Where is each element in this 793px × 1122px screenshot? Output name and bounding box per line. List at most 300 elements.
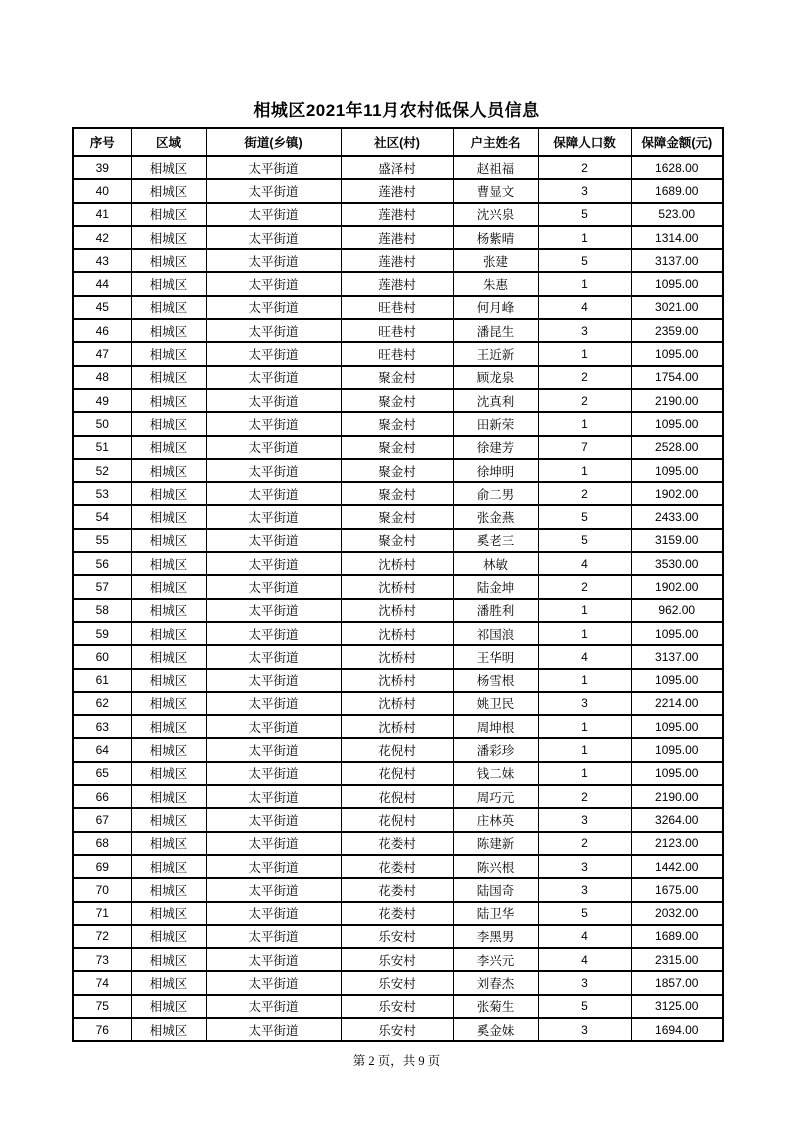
table-row bbox=[73, 832, 723, 855]
cell-seq: 58 bbox=[73, 599, 131, 622]
table-row bbox=[73, 762, 723, 785]
cell-population: 2 bbox=[538, 389, 631, 412]
cell-amount: 2032.00 bbox=[631, 902, 723, 925]
table-row bbox=[73, 296, 723, 319]
cell-street: 太平街道 bbox=[206, 319, 341, 342]
cell-amount: 1095.00 bbox=[631, 412, 723, 435]
cell-street: 太平街道 bbox=[206, 459, 341, 482]
cell-seq: 62 bbox=[73, 692, 131, 715]
cell-street: 太平街道 bbox=[206, 249, 341, 272]
cell-street: 太平街道 bbox=[206, 436, 341, 459]
cell-population: 3 bbox=[538, 878, 631, 901]
cell-street: 太平街道 bbox=[206, 762, 341, 785]
cell-village: 乐安村 bbox=[341, 995, 453, 1018]
cell-village: 乐安村 bbox=[341, 948, 453, 971]
table-row bbox=[73, 808, 723, 831]
cell-village: 聚金村 bbox=[341, 436, 453, 459]
cell-street: 太平街道 bbox=[206, 226, 341, 249]
cell-amount: 1902.00 bbox=[631, 575, 723, 598]
cell-street: 太平街道 bbox=[206, 971, 341, 994]
cell-population: 5 bbox=[538, 203, 631, 226]
cell-district: 相城区 bbox=[131, 902, 206, 925]
cell-seq: 68 bbox=[73, 832, 131, 855]
cell-village: 花娄村 bbox=[341, 855, 453, 878]
cell-district: 相城区 bbox=[131, 645, 206, 668]
table-row bbox=[73, 389, 723, 412]
cell-amount: 3125.00 bbox=[631, 995, 723, 1018]
cell-population: 2 bbox=[538, 832, 631, 855]
cell-village: 聚金村 bbox=[341, 459, 453, 482]
cell-street: 太平街道 bbox=[206, 808, 341, 831]
table-row bbox=[73, 948, 723, 971]
table-row bbox=[73, 622, 723, 645]
cell-population: 5 bbox=[538, 995, 631, 1018]
cell-household-name: 陆国奇 bbox=[453, 878, 538, 901]
cell-village: 乐安村 bbox=[341, 1018, 453, 1041]
cell-amount: 3021.00 bbox=[631, 296, 723, 319]
cell-village: 盛泽村 bbox=[341, 156, 453, 179]
table-row bbox=[73, 738, 723, 761]
table-row bbox=[73, 878, 723, 901]
cell-village: 沈桥村 bbox=[341, 622, 453, 645]
cell-district: 相城区 bbox=[131, 971, 206, 994]
cell-street: 太平街道 bbox=[206, 366, 341, 389]
table-row bbox=[73, 459, 723, 482]
cell-population: 4 bbox=[538, 552, 631, 575]
column-header-village: 社区(村) bbox=[341, 128, 453, 156]
cell-seq: 75 bbox=[73, 995, 131, 1018]
cell-seq: 64 bbox=[73, 738, 131, 761]
cell-amount: 3159.00 bbox=[631, 529, 723, 552]
cell-street: 太平街道 bbox=[206, 575, 341, 598]
cell-amount: 1628.00 bbox=[631, 156, 723, 179]
cell-seq: 74 bbox=[73, 971, 131, 994]
cell-household-name: 曹显文 bbox=[453, 179, 538, 202]
column-header-district: 区域 bbox=[131, 128, 206, 156]
cell-population: 3 bbox=[538, 971, 631, 994]
cell-seq: 63 bbox=[73, 715, 131, 738]
cell-district: 相城区 bbox=[131, 203, 206, 226]
cell-street: 太平街道 bbox=[206, 715, 341, 738]
cell-seq: 76 bbox=[73, 1018, 131, 1041]
cell-seq: 50 bbox=[73, 412, 131, 435]
cell-street: 太平街道 bbox=[206, 272, 341, 295]
table-row bbox=[73, 179, 723, 202]
cell-population: 5 bbox=[538, 249, 631, 272]
cell-district: 相城区 bbox=[131, 599, 206, 622]
cell-seq: 54 bbox=[73, 505, 131, 528]
cell-household-name: 潘彩珍 bbox=[453, 738, 538, 761]
cell-population: 3 bbox=[538, 692, 631, 715]
cell-street: 太平街道 bbox=[206, 505, 341, 528]
cell-amount: 1689.00 bbox=[631, 179, 723, 202]
cell-population: 3 bbox=[538, 855, 631, 878]
cell-village: 沈桥村 bbox=[341, 669, 453, 692]
cell-population: 4 bbox=[538, 645, 631, 668]
column-header-seq: 序号 bbox=[73, 128, 131, 156]
cell-street: 太平街道 bbox=[206, 1018, 341, 1041]
cell-household-name: 钱二妹 bbox=[453, 762, 538, 785]
cell-population: 1 bbox=[538, 599, 631, 622]
cell-district: 相城区 bbox=[131, 832, 206, 855]
cell-household-name: 陆金坤 bbox=[453, 575, 538, 598]
cell-household-name: 朱惠 bbox=[453, 272, 538, 295]
cell-village: 聚金村 bbox=[341, 505, 453, 528]
cell-district: 相城区 bbox=[131, 389, 206, 412]
cell-amount: 1754.00 bbox=[631, 366, 723, 389]
cell-population: 3 bbox=[538, 319, 631, 342]
cell-district: 相城区 bbox=[131, 412, 206, 435]
table-row bbox=[73, 482, 723, 505]
cell-street: 太平街道 bbox=[206, 948, 341, 971]
cell-district: 相城区 bbox=[131, 226, 206, 249]
cell-amount: 1902.00 bbox=[631, 482, 723, 505]
cell-population: 5 bbox=[538, 902, 631, 925]
cell-household-name: 庄林英 bbox=[453, 808, 538, 831]
cell-seq: 66 bbox=[73, 785, 131, 808]
cell-district: 相城区 bbox=[131, 575, 206, 598]
cell-district: 相城区 bbox=[131, 948, 206, 971]
cell-household-name: 奚金妹 bbox=[453, 1018, 538, 1041]
cell-village: 聚金村 bbox=[341, 412, 453, 435]
cell-seq: 39 bbox=[73, 156, 131, 179]
cell-household-name: 王华明 bbox=[453, 645, 538, 668]
cell-amount: 1694.00 bbox=[631, 1018, 723, 1041]
table-body bbox=[73, 156, 723, 1041]
cell-seq: 44 bbox=[73, 272, 131, 295]
cell-seq: 56 bbox=[73, 552, 131, 575]
cell-street: 太平街道 bbox=[206, 738, 341, 761]
cell-district: 相城区 bbox=[131, 622, 206, 645]
cell-population: 2 bbox=[538, 482, 631, 505]
cell-district: 相城区 bbox=[131, 878, 206, 901]
cell-amount: 1095.00 bbox=[631, 669, 723, 692]
cell-household-name: 田新荣 bbox=[453, 412, 538, 435]
table-row bbox=[73, 249, 723, 272]
cell-village: 莲港村 bbox=[341, 272, 453, 295]
cell-village: 沈桥村 bbox=[341, 575, 453, 598]
cell-amount: 1095.00 bbox=[631, 762, 723, 785]
cell-street: 太平街道 bbox=[206, 622, 341, 645]
page-number-footer: 第 2 页，共 9 页 bbox=[352, 1054, 441, 1068]
cell-seq: 71 bbox=[73, 902, 131, 925]
cell-village: 花娄村 bbox=[341, 878, 453, 901]
cell-population: 1 bbox=[538, 226, 631, 249]
table-row bbox=[73, 785, 723, 808]
cell-population: 3 bbox=[538, 1018, 631, 1041]
cell-street: 太平街道 bbox=[206, 179, 341, 202]
cell-amount: 3530.00 bbox=[631, 552, 723, 575]
cell-street: 太平街道 bbox=[206, 878, 341, 901]
cell-district: 相城区 bbox=[131, 995, 206, 1018]
cell-population: 1 bbox=[538, 459, 631, 482]
cell-village: 沈桥村 bbox=[341, 599, 453, 622]
cell-household-name: 姚卫民 bbox=[453, 692, 538, 715]
cell-village: 花娄村 bbox=[341, 832, 453, 855]
cell-village: 花倪村 bbox=[341, 762, 453, 785]
cell-village: 莲港村 bbox=[341, 179, 453, 202]
cell-population: 2 bbox=[538, 156, 631, 179]
cell-district: 相城区 bbox=[131, 855, 206, 878]
cell-household-name: 沈兴泉 bbox=[453, 203, 538, 226]
cell-household-name: 李兴元 bbox=[453, 948, 538, 971]
cell-street: 太平街道 bbox=[206, 389, 341, 412]
cell-household-name: 祁国浪 bbox=[453, 622, 538, 645]
table-row bbox=[73, 995, 723, 1018]
cell-district: 相城区 bbox=[131, 738, 206, 761]
cell-household-name: 陈建新 bbox=[453, 832, 538, 855]
cell-amount: 1442.00 bbox=[631, 855, 723, 878]
cell-population: 2 bbox=[538, 366, 631, 389]
cell-population: 1 bbox=[538, 669, 631, 692]
cell-household-name: 李黑男 bbox=[453, 925, 538, 948]
table-row bbox=[73, 505, 723, 528]
table-row bbox=[73, 366, 723, 389]
cell-seq: 45 bbox=[73, 296, 131, 319]
cell-district: 相城区 bbox=[131, 785, 206, 808]
cell-seq: 70 bbox=[73, 878, 131, 901]
cell-seq: 67 bbox=[73, 808, 131, 831]
table-row bbox=[73, 925, 723, 948]
cell-street: 太平街道 bbox=[206, 669, 341, 692]
cell-village: 莲港村 bbox=[341, 249, 453, 272]
cell-household-name: 杨雪根 bbox=[453, 669, 538, 692]
cell-village: 莲港村 bbox=[341, 203, 453, 226]
cell-amount: 1314.00 bbox=[631, 226, 723, 249]
cell-street: 太平街道 bbox=[206, 599, 341, 622]
cell-seq: 72 bbox=[73, 925, 131, 948]
cell-village: 沈桥村 bbox=[341, 692, 453, 715]
cell-street: 太平街道 bbox=[206, 482, 341, 505]
cell-amount: 1857.00 bbox=[631, 971, 723, 994]
cell-village: 莲港村 bbox=[341, 226, 453, 249]
cell-population: 2 bbox=[538, 575, 631, 598]
cell-seq: 73 bbox=[73, 948, 131, 971]
cell-household-name: 俞二男 bbox=[453, 482, 538, 505]
cell-amount: 1095.00 bbox=[631, 622, 723, 645]
cell-district: 相城区 bbox=[131, 1018, 206, 1041]
cell-amount: 2123.00 bbox=[631, 832, 723, 855]
cell-amount: 2433.00 bbox=[631, 505, 723, 528]
table-row bbox=[73, 902, 723, 925]
cell-district: 相城区 bbox=[131, 552, 206, 575]
cell-seq: 60 bbox=[73, 645, 131, 668]
cell-seq: 55 bbox=[73, 529, 131, 552]
cell-seq: 40 bbox=[73, 179, 131, 202]
cell-amount: 2528.00 bbox=[631, 436, 723, 459]
cell-district: 相城区 bbox=[131, 925, 206, 948]
cell-amount: 3137.00 bbox=[631, 249, 723, 272]
cell-household-name: 王近新 bbox=[453, 342, 538, 365]
cell-village: 花倪村 bbox=[341, 785, 453, 808]
cell-amount: 2190.00 bbox=[631, 785, 723, 808]
cell-household-name: 何月峰 bbox=[453, 296, 538, 319]
cell-street: 太平街道 bbox=[206, 832, 341, 855]
cell-street: 太平街道 bbox=[206, 412, 341, 435]
cell-district: 相城区 bbox=[131, 436, 206, 459]
cell-amount: 2315.00 bbox=[631, 948, 723, 971]
table-row bbox=[73, 412, 723, 435]
cell-village: 聚金村 bbox=[341, 366, 453, 389]
cell-district: 相城区 bbox=[131, 179, 206, 202]
cell-household-name: 周坤根 bbox=[453, 715, 538, 738]
cell-seq: 43 bbox=[73, 249, 131, 272]
cell-household-name: 刘春杰 bbox=[453, 971, 538, 994]
cell-district: 相城区 bbox=[131, 366, 206, 389]
table-row bbox=[73, 319, 723, 342]
table-row bbox=[73, 645, 723, 668]
cell-population: 3 bbox=[538, 179, 631, 202]
column-header-population: 保障人口数 bbox=[538, 128, 631, 156]
cell-district: 相城区 bbox=[131, 156, 206, 179]
cell-population: 1 bbox=[538, 738, 631, 761]
cell-amount: 962.00 bbox=[631, 599, 723, 622]
cell-district: 相城区 bbox=[131, 272, 206, 295]
table-row bbox=[73, 1018, 723, 1041]
cell-village: 花娄村 bbox=[341, 902, 453, 925]
cell-population: 1 bbox=[538, 715, 631, 738]
cell-seq: 49 bbox=[73, 389, 131, 412]
cell-district: 相城区 bbox=[131, 692, 206, 715]
cell-amount: 523.00 bbox=[631, 203, 723, 226]
cell-seq: 48 bbox=[73, 366, 131, 389]
cell-village: 沈桥村 bbox=[341, 552, 453, 575]
table-row bbox=[73, 156, 723, 179]
table-row bbox=[73, 203, 723, 226]
cell-household-name: 张金燕 bbox=[453, 505, 538, 528]
cell-amount: 1095.00 bbox=[631, 272, 723, 295]
cell-population: 5 bbox=[538, 529, 631, 552]
cell-amount: 1095.00 bbox=[631, 342, 723, 365]
table-row bbox=[73, 226, 723, 249]
cell-district: 相城区 bbox=[131, 459, 206, 482]
cell-village: 旺巷村 bbox=[341, 296, 453, 319]
cell-household-name: 张建 bbox=[453, 249, 538, 272]
cell-district: 相城区 bbox=[131, 505, 206, 528]
cell-household-name: 潘昆生 bbox=[453, 319, 538, 342]
cell-street: 太平街道 bbox=[206, 296, 341, 319]
cell-seq: 52 bbox=[73, 459, 131, 482]
cell-district: 相城区 bbox=[131, 529, 206, 552]
cell-street: 太平街道 bbox=[206, 203, 341, 226]
cell-district: 相城区 bbox=[131, 808, 206, 831]
cell-amount: 1675.00 bbox=[631, 878, 723, 901]
lowbao-table bbox=[72, 127, 724, 1042]
cell-village: 沈桥村 bbox=[341, 715, 453, 738]
cell-amount: 1689.00 bbox=[631, 925, 723, 948]
cell-district: 相城区 bbox=[131, 669, 206, 692]
cell-seq: 65 bbox=[73, 762, 131, 785]
cell-household-name: 赵祖福 bbox=[453, 156, 538, 179]
cell-amount: 1095.00 bbox=[631, 738, 723, 761]
cell-household-name: 沈真利 bbox=[453, 389, 538, 412]
cell-district: 相城区 bbox=[131, 319, 206, 342]
table-row bbox=[73, 692, 723, 715]
cell-district: 相城区 bbox=[131, 342, 206, 365]
cell-street: 太平街道 bbox=[206, 785, 341, 808]
cell-household-name: 杨紫晴 bbox=[453, 226, 538, 249]
cell-district: 相城区 bbox=[131, 249, 206, 272]
cell-district: 相城区 bbox=[131, 762, 206, 785]
table-row bbox=[73, 669, 723, 692]
cell-household-name: 奚老三 bbox=[453, 529, 538, 552]
cell-village: 旺巷村 bbox=[341, 342, 453, 365]
cell-amount: 3137.00 bbox=[631, 645, 723, 668]
cell-seq: 51 bbox=[73, 436, 131, 459]
table-row bbox=[73, 436, 723, 459]
column-header-street: 街道(乡镇) bbox=[206, 128, 341, 156]
cell-population: 1 bbox=[538, 342, 631, 365]
cell-street: 太平街道 bbox=[206, 902, 341, 925]
cell-household-name: 周巧元 bbox=[453, 785, 538, 808]
cell-district: 相城区 bbox=[131, 715, 206, 738]
table-row bbox=[73, 342, 723, 365]
column-header-household-name: 户主姓名 bbox=[453, 128, 538, 156]
cell-district: 相城区 bbox=[131, 482, 206, 505]
cell-household-name: 张菊生 bbox=[453, 995, 538, 1018]
cell-amount: 2214.00 bbox=[631, 692, 723, 715]
cell-street: 太平街道 bbox=[206, 925, 341, 948]
cell-population: 1 bbox=[538, 412, 631, 435]
cell-seq: 61 bbox=[73, 669, 131, 692]
cell-amount: 2190.00 bbox=[631, 389, 723, 412]
cell-amount: 1095.00 bbox=[631, 459, 723, 482]
cell-street: 太平街道 bbox=[206, 855, 341, 878]
cell-household-name: 林敏 bbox=[453, 552, 538, 575]
cell-street: 太平街道 bbox=[206, 552, 341, 575]
cell-village: 花倪村 bbox=[341, 738, 453, 761]
table-row bbox=[73, 599, 723, 622]
cell-district: 相城区 bbox=[131, 296, 206, 319]
cell-street: 太平街道 bbox=[206, 156, 341, 179]
cell-village: 聚金村 bbox=[341, 482, 453, 505]
cell-seq: 47 bbox=[73, 342, 131, 365]
cell-seq: 59 bbox=[73, 622, 131, 645]
cell-amount: 2359.00 bbox=[631, 319, 723, 342]
cell-village: 聚金村 bbox=[341, 389, 453, 412]
cell-household-name: 徐坤明 bbox=[453, 459, 538, 482]
cell-population: 4 bbox=[538, 948, 631, 971]
cell-village: 聚金村 bbox=[341, 529, 453, 552]
cell-street: 太平街道 bbox=[206, 995, 341, 1018]
cell-population: 3 bbox=[538, 808, 631, 831]
cell-seq: 42 bbox=[73, 226, 131, 249]
table-row bbox=[73, 575, 723, 598]
page-title: 相城区2021年11月农村低保人员信息 bbox=[253, 101, 540, 120]
cell-street: 太平街道 bbox=[206, 342, 341, 365]
cell-population: 1 bbox=[538, 622, 631, 645]
cell-household-name: 徐建芳 bbox=[453, 436, 538, 459]
table-row bbox=[73, 552, 723, 575]
cell-street: 太平街道 bbox=[206, 645, 341, 668]
cell-population: 4 bbox=[538, 296, 631, 319]
cell-population: 1 bbox=[538, 272, 631, 295]
cell-amount: 3264.00 bbox=[631, 808, 723, 831]
cell-village: 乐安村 bbox=[341, 971, 453, 994]
cell-population: 4 bbox=[538, 925, 631, 948]
cell-population: 2 bbox=[538, 785, 631, 808]
cell-seq: 46 bbox=[73, 319, 131, 342]
table-header-row bbox=[73, 128, 723, 156]
cell-population: 1 bbox=[538, 762, 631, 785]
table-row bbox=[73, 971, 723, 994]
cell-population: 5 bbox=[538, 505, 631, 528]
cell-street: 太平街道 bbox=[206, 529, 341, 552]
cell-seq: 41 bbox=[73, 203, 131, 226]
table-row bbox=[73, 272, 723, 295]
cell-population: 7 bbox=[538, 436, 631, 459]
cell-village: 花倪村 bbox=[341, 808, 453, 831]
